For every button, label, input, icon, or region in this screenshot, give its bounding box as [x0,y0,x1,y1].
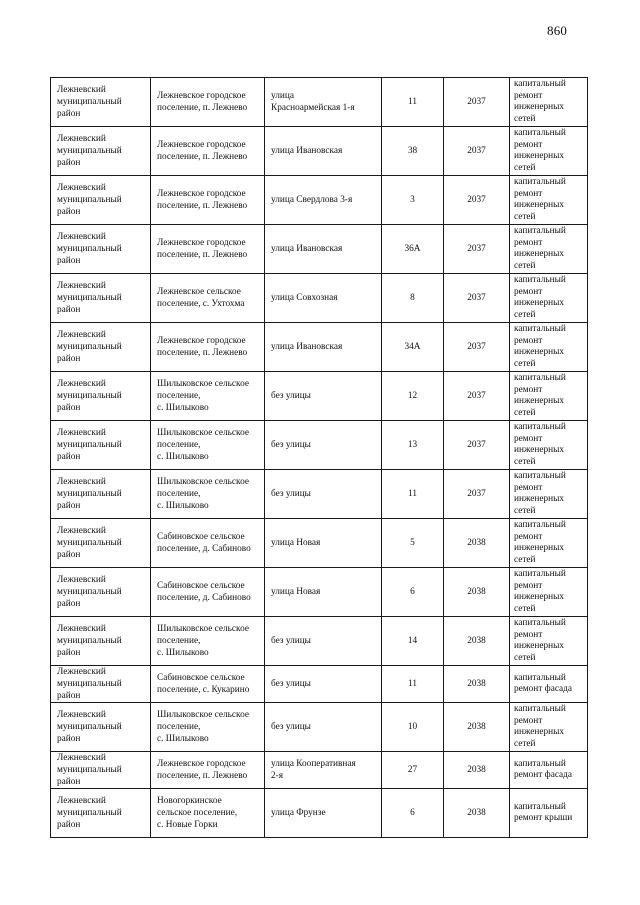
year-cell: 2038 [444,568,510,617]
work-type-cell: капитальный ремонт инженерных сетей [510,127,588,176]
house-number-cell: 5 [382,519,444,568]
house-number-cell: 27 [382,752,444,789]
table-row [51,78,588,127]
district-cell: Лежневский муниципальный район [51,372,151,421]
table-row [51,225,588,274]
house-number-cell: 6 [382,568,444,617]
house-number-cell: 14 [382,617,444,666]
settlement-cell: Лежневское городское поселение, п. Лежнево [151,225,265,274]
settlement-cell: Шилыковское сельское поселение, с. Шилыково [151,703,265,752]
work-type-cell: капитальный ремонт фасада [510,752,588,789]
table-row [51,470,588,519]
table-row [51,703,588,752]
district-cell: Лежневский муниципальный район [51,323,151,372]
district-cell: Лежневский муниципальный район [51,274,151,323]
work-type-cell: капитальный ремонт инженерных сетей [510,519,588,568]
settlement-cell: Сабиновское сельское поселение, д. Сабиново [151,568,265,617]
street-cell: улица Красноармейская 1-я [265,78,382,127]
street-cell: без улицы [265,421,382,470]
street-cell: без улицы [265,372,382,421]
year-cell: 2038 [444,519,510,568]
house-number-cell: 11 [382,666,444,703]
street-cell: без улицы [265,703,382,752]
settlement-cell: Шилыковское сельское поселение, с. Шилыково [151,617,265,666]
table-row [51,752,588,789]
work-type-cell: капитальный ремонт инженерных сетей [510,225,588,274]
district-cell: Лежневский муниципальный район [51,176,151,225]
buildings-table [50,77,588,838]
settlement-cell: Сабиновское сельское поселение, с. Кукарино [151,666,265,703]
house-number-cell: 11 [382,470,444,519]
street-cell: улица Новая [265,568,382,617]
year-cell: 2037 [444,225,510,274]
work-type-cell: капитальный ремонт инженерных сетей [510,470,588,519]
house-number-cell: 3 [382,176,444,225]
settlement-cell: Лежневское городское поселение, п. Лежнево [151,78,265,127]
year-cell: 2038 [444,703,510,752]
house-number-cell: 38 [382,127,444,176]
house-number-cell: 13 [382,421,444,470]
work-type-cell: капитальный ремонт инженерных сетей [510,323,588,372]
street-cell: без улицы [265,617,382,666]
settlement-cell: Новогоркинское сельское поселение, с. Новые Горки [151,789,265,838]
settlement-cell: Сабиновское сельское поселение, д. Сабиново [151,519,265,568]
house-number-cell: 36А [382,225,444,274]
district-cell: Лежневский муниципальный район [51,666,151,703]
settlement-cell: Лежневское городское поселение, п. Лежнево [151,176,265,225]
street-cell: улица Ивановская [265,127,382,176]
street-cell: улица Ивановская [265,323,382,372]
street-cell: улица Совхозная [265,274,382,323]
table-row [51,666,588,703]
year-cell: 2038 [444,617,510,666]
work-type-cell: капитальный ремонт инженерных сетей [510,274,588,323]
settlement-cell: Шилыковское сельское поселение, с. Шилыково [151,421,265,470]
year-cell: 2037 [444,421,510,470]
house-number-cell: 6 [382,789,444,838]
table-row [51,519,588,568]
year-cell: 2037 [444,470,510,519]
street-cell: без улицы [265,666,382,703]
work-type-cell: капитальный ремонт инженерных сетей [510,568,588,617]
year-cell: 2037 [444,323,510,372]
settlement-cell: Лежневское городское поселение, п. Лежнево [151,323,265,372]
table-row [51,274,588,323]
year-cell: 2037 [444,127,510,176]
year-cell: 2038 [444,752,510,789]
house-number-cell: 34А [382,323,444,372]
district-cell: Лежневский муниципальный район [51,225,151,274]
work-type-cell: капитальный ремонт крыши [510,789,588,838]
table-row [51,789,588,838]
table-row [51,127,588,176]
table-row [51,617,588,666]
work-type-cell: капитальный ремонт фасада [510,666,588,703]
table-row [51,176,588,225]
district-cell: Лежневский муниципальный район [51,617,151,666]
house-number-cell: 10 [382,703,444,752]
year-cell: 2038 [444,666,510,703]
settlement-cell: Шилыковское сельское поселение, с. Шилыково [151,372,265,421]
year-cell: 2037 [444,176,510,225]
district-cell: Лежневский муниципальный район [51,789,151,838]
district-cell: Лежневский муниципальный район [51,78,151,127]
year-cell: 2038 [444,789,510,838]
work-type-cell: капитальный ремонт инженерных сетей [510,372,588,421]
settlement-cell: Лежневское сельское поселение, с. Ухтохма [151,274,265,323]
settlement-cell: Лежневское городское поселение, п. Лежнево [151,127,265,176]
street-cell: без улицы [265,470,382,519]
work-type-cell: капитальный ремонт инженерных сетей [510,703,588,752]
street-cell: улица Ивановская [265,225,382,274]
work-type-cell: капитальный ремонт инженерных сетей [510,78,588,127]
street-cell: улица Новая [265,519,382,568]
district-cell: Лежневский муниципальный район [51,519,151,568]
year-cell: 2037 [444,372,510,421]
settlement-cell: Лежневское городское поселение, п. Лежнево [151,752,265,789]
table-row [51,568,588,617]
work-type-cell: капитальный ремонт инженерных сетей [510,176,588,225]
table-row [51,372,588,421]
settlement-cell: Шилыковское сельское поселение, с. Шилыково [151,470,265,519]
year-cell: 2037 [444,78,510,127]
street-cell: улица Свердлова 3-я [265,176,382,225]
house-number-cell: 12 [382,372,444,421]
year-cell: 2037 [444,274,510,323]
district-cell: Лежневский муниципальный район [51,127,151,176]
district-cell: Лежневский муниципальный район [51,568,151,617]
house-number-cell: 11 [382,78,444,127]
work-type-cell: капитальный ремонт инженерных сетей [510,617,588,666]
work-type-cell: капитальный ремонт инженерных сетей [510,421,588,470]
page-number: 860 [547,23,568,38]
district-cell: Лежневский муниципальный район [51,470,151,519]
district-cell: Лежневский муниципальный район [51,752,151,789]
table-row [51,323,588,372]
district-cell: Лежневский муниципальный район [51,421,151,470]
street-cell: улица Фрунзе [265,789,382,838]
house-number-cell: 8 [382,274,444,323]
street-cell: улица Кооперативная 2-я [265,752,382,789]
district-cell: Лежневский муниципальный район [51,703,151,752]
table-row [51,421,588,470]
